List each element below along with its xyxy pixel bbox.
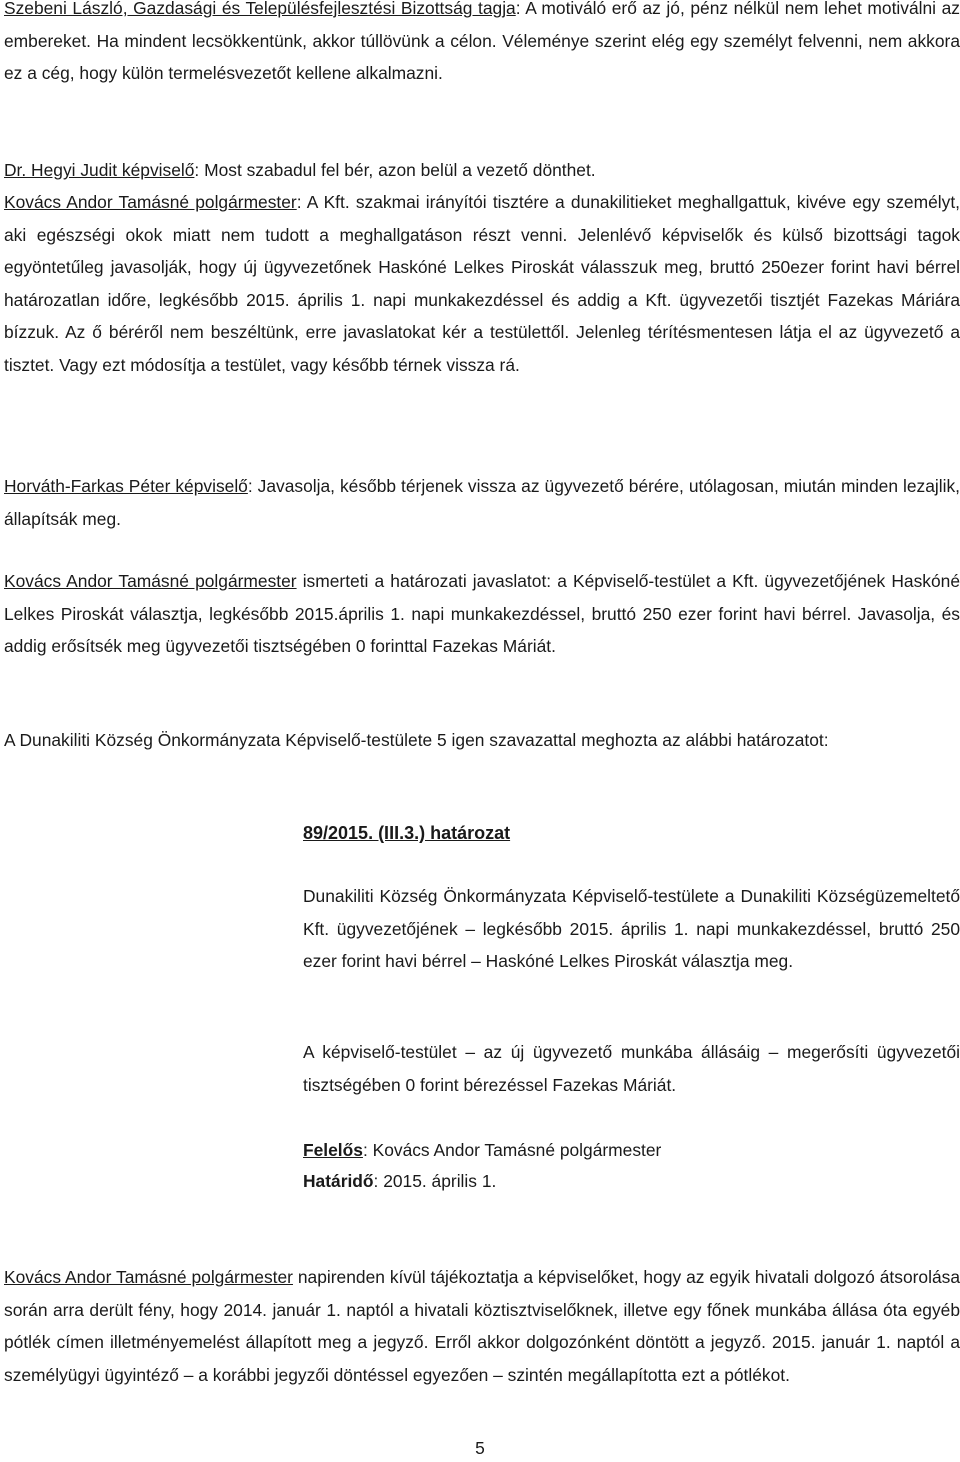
speaker-name: Kovács Andor Tamásné polgármester	[4, 1267, 293, 1287]
resolution-paragraph-1: Dunakiliti Község Önkormányzata Képviselő-testülete a Dunakiliti Községüzemeltető Kft. ügyvezetőjének – legkésőbb 2015. április 1. napi munkakezdéssel, bruttó 250 ezer forint havi bérrel – Haskóné Lelkes Piroskát választja meg.	[303, 886, 960, 972]
paragraph-text: : Javasolja, később térjenek vissza az ügyvezető bérére, utólagosan, miután minden lezajlik, állapítsák meg.	[4, 476, 960, 529]
paragraph-szebeni	[4, 0, 960, 90]
speaker-name: Kovács Andor Tamásné polgármester	[4, 571, 297, 591]
deadline-label: Határidő	[303, 1171, 374, 1191]
paragraph-text: ismerteti a határozati javaslatot: a Képviselő-testület a Kft. ügyvezetőjének Haskóné Lelkes Piroskát választja, legkésőbb 2015.április 1. napi munkakezdéssel, bruttó 250 ezer forint havi bérrel. Javasolja, és addig erősítsék meg ügyvezetői tisztségében 0 forinttal Fazekas Máriát.	[4, 571, 960, 657]
paragraph-text: napirenden kívül tájékoztatja a képviselőket, hogy az egyik hivatali dolgozó átsorolása során arra derült fény, hogy 2014. január 1. naptól a hivatali köztisztviselőknek, illetve egy főnek munkába állása óta egyéb pótlék címen illetményemelést állapított meg a jegyző. Erről akkor dolgozónként döntött a jegyző. 2015. január 1. naptól a személyügyi ügyintéző – a korábbi jegyzői döntéssel egyezően – szintén megállapította ezt a pótlékot.	[4, 1267, 960, 1385]
responsible-value: : Kovács Andor Tamásné polgármester	[362, 1140, 662, 1160]
paragraph-vote: A Dunakiliti Község Önkormányzata Képviselő-testülete 5 igen szavazattal meghozta az alábbi határozatot:	[4, 730, 829, 750]
paragraph-text: : A Kft. szakmai irányítói tisztére a dunakilitieket meghallgattuk, kivéve egy személyt, aki egészségi okok miatt nem tudott a meghallgatáson részt venni. Jelenlévő képviselők és külső bizottsági tagok egyöntetűleg javasolják, hogy új ügyvezetőnek Haskóné Lelkes Piroskát válasszuk meg, bruttó 250ezer forint havi bérrel határozatlan időre, legkésőbb 2015. április 1. napi munkakezdéssel és addig a Kft. ügyvezetői tisztjét Fazekas Máriára bízzuk. Az ő béréről nem beszéltünk, erre javaslatokat kér a testülettől. Jelenleg térítésmentesen látja el az ügyvezető a tisztet. Vagy ezt módosítja a testület, vagy később térnek vissza rá.	[4, 192, 960, 375]
speaker-name: Szebeni László, Gazdasági és Településfejlesztési Bizottság tagja	[4, 0, 516, 18]
paragraph-polgarmester-3	[4, 1261, 960, 1391]
paragraph-horvath	[4, 470, 960, 535]
deadline-line	[303, 1165, 496, 1197]
speaker-name: Dr. Hegyi Judit képviselő	[4, 160, 195, 180]
responsible-label: Felelős	[303, 1140, 363, 1160]
speaker-name: Kovács Andor Tamásné polgármester	[4, 192, 297, 212]
paragraph-text: : A motiváló erő az jó, pénz nélkül nem lehet motiválni az embereket. Ha mindent lecsökkentünk, akkor túllövünk a célon. Véleménye szerint elég egy személyt felvenni, nem akkora ez a cég, hogy külön termelésvezetőt kellene alkalmazni.	[4, 0, 960, 84]
deadline-value: : 2015. április 1.	[373, 1171, 497, 1191]
resolution-paragraph-2: A képviselő-testület – az új ügyvezető munkába állásáig – megerősíti ügyvezetői tisztségében 0 forint bérezéssel Fazekas Máriát.	[303, 1042, 960, 1095]
paragraph-polgarmester-1	[4, 186, 960, 382]
paragraph-text: : Most szabadul fel bér, azon belül a vezető dönthet.	[194, 160, 596, 180]
resolution-title: 89/2015. (III.3.) határozat	[303, 823, 511, 843]
responsible-line	[303, 1134, 661, 1166]
page-number: 5	[475, 1438, 485, 1458]
paragraph-hegyi	[4, 154, 960, 187]
speaker-name: Horváth-Farkas Péter képviselő	[4, 476, 248, 496]
paragraph-polgarmester-2	[4, 565, 960, 663]
